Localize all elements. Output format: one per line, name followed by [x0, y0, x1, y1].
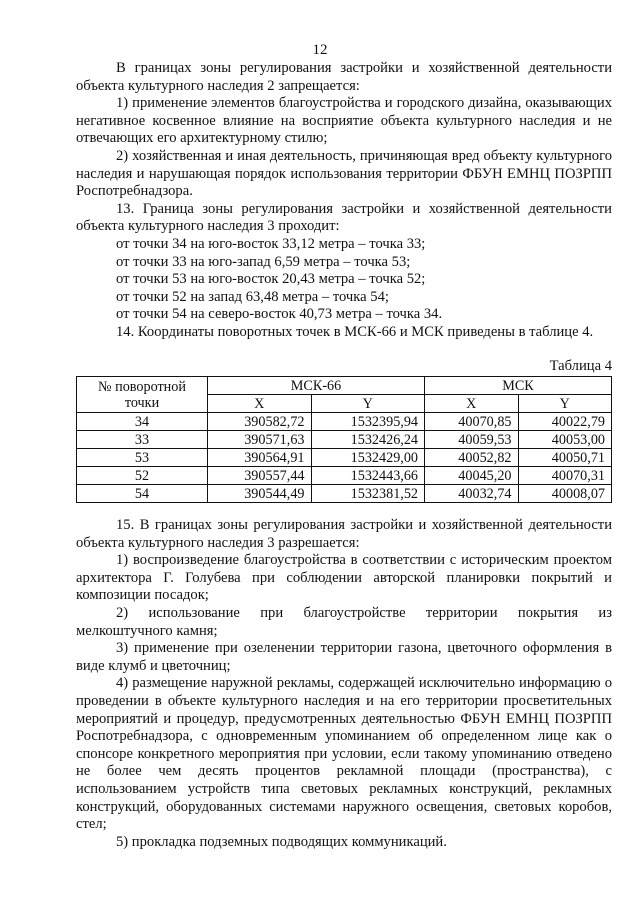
table-cell: 390557,44: [208, 467, 312, 485]
table-cell: 53: [77, 449, 208, 467]
table-cell: 40053,00: [518, 431, 612, 449]
list-item: от точки 52 на запад 63,48 метра – точка 54;: [116, 288, 389, 305]
page-number: 12: [312, 42, 328, 58]
table-row: [77, 449, 612, 467]
table-cell: 40052,82: [425, 449, 518, 467]
section-zone-3-permissions: [76, 517, 612, 851]
table-cell: 40059,53: [425, 431, 518, 449]
column-header: Y: [311, 395, 425, 413]
list-item: от точки 34 на юго-восток 33,12 метра – точка 33;: [116, 235, 426, 252]
column-header: № поворотной точки: [77, 377, 208, 413]
list-item: 2) хозяйственная и иная деятельность, причиняющая вред объекту культурного наследия и нарушающая порядок использования территории ФБУН ЕМНЦ ПОЗРПП Роспотребнадзора.: [76, 147, 612, 200]
table-cell: 1532381,52: [311, 485, 425, 503]
table-cell: 40050,71: [518, 449, 612, 467]
column-header: Y: [518, 395, 612, 413]
table-cell: 40008,07: [518, 485, 612, 503]
column-header: X: [208, 395, 312, 413]
coordinates-table: [76, 376, 612, 503]
table-cell: 40022,79: [518, 413, 612, 431]
list-item: 5) прокладка подземных подводящих коммуникаций.: [116, 833, 447, 850]
list-item: 1) применение элементов благоустройства и городского дизайна, оказывающих негативное косвенное влияние на восприятие объекта культурного наследия и не отвечающих его архитектурному стилю;: [76, 95, 612, 147]
list-item: 1) воспроизведение благоустройства в соответствии с историческим проектом архитектора Г. Голубева при соблюдении авторской планировки покрытий и композиции посадок;: [76, 552, 612, 604]
table-cell: 52: [77, 467, 208, 485]
list-item: 4) размещение наружной рекламы, содержащей исключительно информацию о проведении в объекте культурного наследия и на его территории просветительных мероприятий и процедур, предусмотренных деятельностью ФБУН ЕМНЦ ПОЗРПП Роспотребнадзора, с одновременным упоминанием об определенном лице как о спонсоре конкретного мероприятия при условии, если такому упоминанию отведено не более чем десять процентов рекламной площади (пространства), с использованием устройств типа световых рекламных конструкций, рекламных конструкций, оборудованных системами наружного освещения, световых коробов, стел;: [76, 675, 612, 833]
table-caption: Таблица 4: [549, 358, 612, 374]
table-row: [77, 467, 612, 485]
table-cell: 1532443,66: [311, 467, 425, 485]
list-item: 3) применение при озеленении территории газона, цветочного оформления в виде клумб и цветочниц;: [76, 640, 612, 674]
list-item: от точки 33 на юго-запад 6,59 метра – точка 53;: [116, 253, 411, 270]
paragraph: 14. Координаты поворотных точек в МСК-66 и МСК приведены в таблице 4.: [116, 323, 594, 340]
table-row: [77, 431, 612, 449]
list-item: от точки 54 на северо-восток 40,73 метра – точка 34.: [116, 306, 443, 323]
column-group-header: МСК: [425, 377, 612, 395]
column-header: X: [425, 395, 518, 413]
table-cell: 1532426,24: [311, 431, 425, 449]
table-cell: 40070,85: [425, 413, 518, 431]
list-item: 2) использование при благоустройстве территории покрытия из мелкоштучного камня;: [76, 604, 612, 639]
list-item: от точки 53 на юго-восток 20,43 метра – точка 52;: [116, 271, 426, 288]
table-cell: 40070,31: [518, 467, 612, 485]
table-cell: 390571,63: [208, 431, 312, 449]
paragraph: В границах зоны регулирования застройки и хозяйственной деятельности объекта культурного наследия 2 запрещается:: [76, 60, 612, 94]
table-cell: 390544,49: [208, 485, 312, 503]
table-cell: 54: [77, 485, 208, 503]
table-cell: 40045,20: [425, 467, 518, 485]
table-cell: 34: [77, 413, 208, 431]
table-cell: 390582,72: [208, 413, 312, 431]
table-cell: 33: [77, 431, 208, 449]
table-row: [77, 485, 612, 503]
paragraph: 15. В границах зоны регулирования застройки и хозяйственной деятельности объекта культурного наследия 3 разрешается:: [76, 517, 612, 551]
paragraph: 13. Граница зоны регулирования застройки и хозяйственной деятельности объекта культурного наследия 3 проходит:: [76, 200, 612, 235]
table-cell: 390564,91: [208, 449, 312, 467]
table-cell: 1532395,94: [311, 413, 425, 431]
table-cell: 40032,74: [425, 485, 518, 503]
table-row: [77, 413, 612, 431]
column-group-header: МСК-66: [208, 377, 425, 395]
section-zone-2-prohibitions: [76, 60, 612, 342]
table-cell: 1532429,00: [311, 449, 425, 467]
